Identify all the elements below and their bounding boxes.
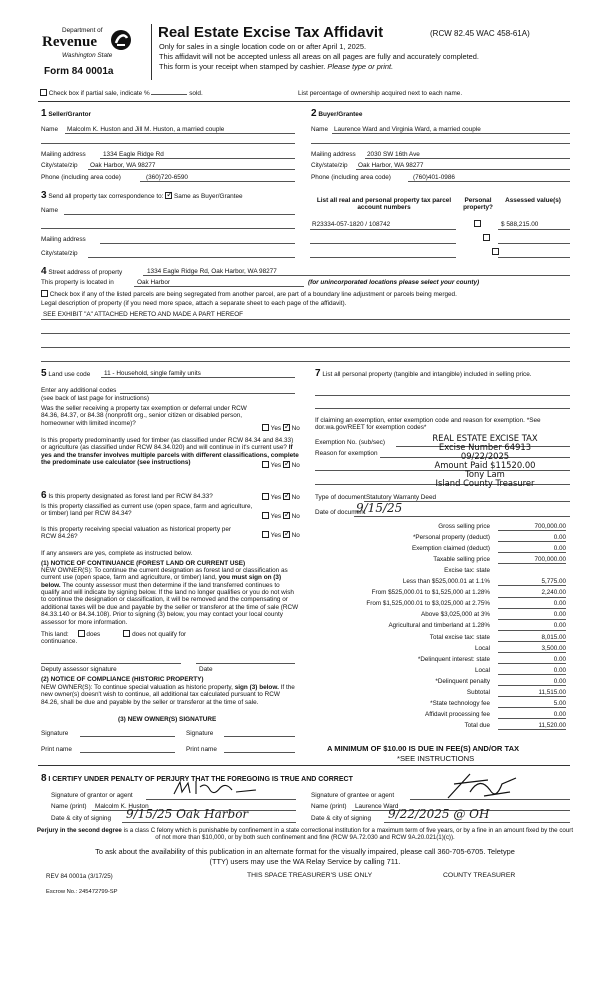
tax-row-value[interactable]: 8,015.00 [498, 634, 566, 642]
partial-sale-checkbox[interactable] [40, 89, 47, 96]
tax-row [314, 699, 570, 710]
q6-2-yes-checkbox[interactable] [262, 512, 269, 519]
tax-row [314, 710, 570, 721]
owner-print-label-1: Print name [41, 746, 72, 753]
stamp-line3: 09/22/2025 [460, 451, 510, 462]
tax-row [314, 621, 570, 632]
q1-yes-checkbox[interactable] [262, 424, 269, 431]
property-located[interactable]: Oak Harbor [137, 279, 171, 286]
certify-row: 8 I CERTIFY UNDER PENALTY OF PERJURY THAT THE FOREGOING IS TRUE AND CORRECT [41, 773, 353, 784]
q1-no-checkbox[interactable] [283, 424, 290, 431]
owner-sig-label-1: Signature [41, 730, 69, 737]
tax-row [314, 588, 570, 599]
tax-row-label: Affidavit processing fee [425, 710, 490, 718]
county-treasurer-label: COUNTY TREASURER [443, 872, 516, 879]
new-owner-sig-title: (3) NEW OWNER(S) SIGNATURE [118, 716, 217, 723]
land-use-row: 5 Land use code [41, 368, 91, 379]
additional-codes-label: Enter any additional codes [41, 387, 117, 394]
header-note1: Only for sales in a single location code on or after April 1, 2025. [159, 42, 367, 51]
q2-yes-no: Yes ✓ No [262, 461, 300, 469]
q6-1-no-checkbox[interactable] [283, 493, 290, 500]
tax-row-label: Above $3,025,000 at 3% [421, 611, 490, 619]
escrow-number: Escrow No.: 245472799-SP [46, 889, 118, 895]
notice1-text: NEW OWNER(S): To continue the current designation as forest land or classification as current use (open space, farm and agriculture, or timber) land, you must sign on (3) below. The county assessor must then determine if the land transferred continues to qualify and will indicate by signing below. If the land no longer qualifies or you do not wish to continue the designation or classification, it will be removed and the compensating or additional taxes will be due and payable by the seller or transferor at the time of sale (RCW 84.33.140 or 84.34.108). Prior to signing (3) below, you may contact your local county assessor for more information. [41, 567, 299, 626]
accessibility-line2: (TTY) users may use the WA Relay Service by calling 711. [209, 857, 401, 866]
tax-row-label: Total excise tax: state [429, 633, 490, 641]
buyer-mail-label: Mailing address [311, 151, 356, 158]
tax-row-label: From $1,525,000.01 to $3,025,000 at 2.75% [366, 600, 490, 608]
tax-row-value[interactable]: 5.00 [498, 700, 566, 708]
tax-row [314, 610, 570, 621]
q1-yes-no: Yes ✓ No [262, 424, 300, 432]
header-note3: This form is your receipt when stamped by cashier. Please type or print. [159, 62, 394, 71]
tax-row-value[interactable]: 0.00 [498, 600, 566, 608]
seller-phone[interactable]: (360)720-6590 [146, 174, 188, 181]
tax-row-value[interactable]: 11,515.00 [498, 689, 566, 697]
tax-row-label: Agricultural and timberland at 1.28% [388, 622, 490, 630]
tax-row-value[interactable]: 5,775.00 [498, 578, 566, 586]
form-title: Real Estate Excise Tax Affidavit [158, 24, 384, 41]
tax-row-label: Excise tax: state [444, 567, 490, 575]
section3-heading: 3 Send all property tax correspondence to: ✓ Same as Buyer/Grantee [41, 190, 243, 202]
grantee-name-label: Name (print) [311, 803, 347, 810]
continuance-label: continuance. [41, 638, 78, 645]
tax-row-label: *State technology fee [430, 699, 490, 707]
tax-row-value[interactable]: 0.00 [498, 534, 566, 542]
q6-2-no-checkbox[interactable] [283, 512, 290, 519]
accessibility-line1: To ask about the availability of this publication in an alternate format for the visually impaired, please call 360-705-6705. Teletype [95, 847, 515, 856]
tax-row [314, 644, 570, 655]
tax-row-value[interactable]: 0.00 [498, 711, 566, 719]
form-rcw: (RCW 82.45 WAC 458-61A) [430, 29, 530, 38]
section4-street-row: 4 Street address of property [41, 266, 123, 277]
land-use-code[interactable]: 11 - Household, single family units [104, 370, 201, 377]
grantee-date-city[interactable]: 9/22/2025 @ OH [388, 807, 490, 821]
property-street[interactable]: 1334 Eagle Ridge Rd, Oak Harbor, WA 98277 [147, 268, 277, 275]
stamp-line6: Island County Treasurer [435, 478, 535, 489]
tax-row-value[interactable]: 0.00 [498, 611, 566, 619]
dept-state: Washington State [62, 52, 113, 59]
seller-mail-label: Mailing address [41, 151, 86, 158]
q6-3-no-checkbox[interactable] [283, 531, 290, 538]
doc-type[interactable]: Statutory Warranty Deed [366, 494, 437, 501]
dept-logo-icon [110, 29, 132, 51]
legal-description[interactable]: SEE EXHIBIT "A" ATTACHED HERETO AND MADE A PART HEREOF [43, 311, 244, 318]
buyer-name-label: Name [311, 126, 329, 133]
dor-logo [40, 26, 150, 80]
tax-row-value[interactable]: 11,520.00 [498, 722, 566, 730]
grantor-sig-label: Signature of grantor or agent [51, 792, 133, 799]
q6-3-yes-no: Yes ✓ No [262, 531, 300, 539]
notice2-title: (2) NOTICE OF COMPLIANCE (HISTORIC PROPERTY) [41, 676, 204, 683]
tax-row [314, 721, 570, 732]
tax-row-value[interactable]: 700,000.00 [498, 556, 566, 564]
section7-text: 7 List all personal property (tangible and intangible) included in selling price. [315, 368, 532, 379]
exemption-instructions: If claiming an exemption, enter exemption code and reason for exemption. *See dor.wa.gov/REET for exemption codes* [315, 417, 541, 432]
tax-row [314, 633, 570, 644]
tax-row-label: Exemption claimed (deduct) [411, 545, 490, 553]
section3-name-label: Name [41, 207, 59, 214]
perjury-notice: Perjury in the second degree is a class C felony which is punishable by confinement in a state correctional institution for a maximum term of five years, or by a fine in an amount fixed by the court of not more than $10,000, or by both such confinement and fine (RCW 9A.72.030 and RCW 9A.20.021(1)(c)). [36, 827, 574, 842]
form-number: Form 84 0001a [44, 66, 114, 77]
tax-row-value[interactable]: 3,500.00 [498, 645, 566, 653]
tax-row [314, 555, 570, 566]
notice2-text: NEW OWNER(S): To continue special valuation as historic property, sign (3) below. If the new owner(s) doesn't wish to continue, all additional tax calculated pursuant to RCW 84.26, shall be due and payable by the seller or transferor at the time of sale. [41, 684, 295, 706]
doc-date-label: Date of document [315, 509, 366, 516]
same-as-buyer-checkbox[interactable] [165, 192, 172, 199]
stamp-line1: REAL ESTATE EXCISE TAX [432, 433, 538, 443]
seller-city-label: City/state/zip [41, 162, 78, 169]
tax-row-label: Total due [464, 721, 490, 729]
tax-row-label: *Personal property (deduct) [412, 534, 490, 542]
tax-row-value[interactable]: 0.00 [498, 678, 566, 686]
legal-desc-label: Legal description of property (if you need more space, attach a separate sheet to each page of the affidavit). [41, 300, 347, 307]
deputy-sig-label: Deputy assessor signature [41, 666, 117, 673]
minimum-due-note: A MINIMUM OF $10.00 IS DUE IN FEE(S) AND/OR TAX [327, 744, 520, 753]
buyer-phone[interactable]: (760)401-0986 [413, 174, 455, 181]
tax-row [314, 666, 570, 677]
seller-mail[interactable]: 1334 Eagle Ridge Rd [103, 151, 164, 158]
personal-checkbox-3[interactable] [492, 248, 499, 255]
tax-row-label: *Delinquent penalty [435, 677, 490, 685]
owner-sig-label-2: Signature [186, 730, 214, 737]
segregated-checkbox[interactable] [41, 290, 48, 297]
buyer-phone-label: Phone (including area code) [311, 174, 391, 181]
seller-name-label: Name [41, 126, 59, 133]
seller-heading: 1 Seller/Grantor [41, 108, 91, 119]
dept-revenue: Revenue [42, 34, 97, 50]
tax-row-label: From $525,000.01 to $1,525,000 at 1.28% [371, 589, 490, 597]
q-historical: Is this property receiving special valuation as historical property per RCW 84.26? [41, 526, 232, 541]
deputy-date-label: Date [199, 666, 213, 673]
assessed-col-header: Assessed value(s) [505, 197, 561, 204]
grantor-name-label: Name (print) [51, 803, 87, 810]
see-back-label: (see back of last page for instructions) [41, 395, 149, 402]
tax-row-value[interactable]: 2,240.00 [498, 589, 566, 597]
segregated-row: Check box if any of the listed parcels are being segregated from another parcel, are part of a boundary line adjustment or parcels being merged. [41, 290, 571, 298]
tax-row [314, 544, 570, 555]
tax-row [314, 522, 570, 533]
located-label: This property is located in [41, 279, 114, 286]
seller-city[interactable]: Oak Harbor, WA 98277 [90, 162, 156, 169]
tax-row-value[interactable]: 0.00 [498, 622, 566, 630]
this-land-row: This land: does does not qualify for [41, 631, 187, 638]
rev-number: REV 84 0001a (3/17/25) [46, 873, 113, 880]
tax-row-value[interactable]: 0.00 [498, 545, 566, 553]
stamp-line5: Tony Lam [465, 469, 505, 480]
treasurer-use-only: THIS SPACE TREASURER'S USE ONLY [247, 872, 373, 879]
grantee-sig-label: Signature of grantee or agent [311, 792, 395, 799]
assessed-value[interactable]: $ 588,215.00 [501, 221, 539, 228]
doc-date[interactable]: 9/15/25 [356, 501, 403, 515]
q6-2-yes-no: Yes ✓ No [262, 512, 300, 520]
dept-line1: Department of [62, 27, 103, 34]
q6-1-yes-no: Yes ✓ No [262, 493, 300, 501]
tax-row-label: *Delinquent interest: state [417, 655, 490, 663]
tax-row [314, 533, 570, 544]
stamp-line2: Excise Number 64913 [438, 442, 532, 453]
tax-row-label: Local [474, 666, 490, 674]
seller-name[interactable]: Malcolm K. Huston and Jill M. Huston, a married couple [67, 126, 225, 133]
buyer-mail[interactable]: 2030 SW 16th Ave [367, 151, 420, 158]
owner-print-label-2: Print name [186, 746, 217, 753]
buyer-city[interactable]: Oak Harbor, WA 98277 [358, 162, 424, 169]
q2-yes-checkbox[interactable] [262, 461, 269, 468]
reason-label: Reason for exemption [315, 450, 378, 457]
section3-city-label: City/state/zip [41, 250, 78, 257]
tax-row-label: Gross selling price [438, 523, 490, 530]
personal-checkbox-2[interactable] [483, 234, 490, 241]
grantor-signature[interactable] [170, 778, 260, 800]
parcel-col-header: List all real and personal property tax parcel account numbers [316, 197, 452, 212]
q-timber-agriculture: Is this property predominantly used for timber (as classified under RCW 84.34 and 84.33) or agriculture (as classified under RCW 84.34.020) and will continue in it's current use? If yes and the transfer involves multiple parcels with different classifications, complete the predominate use calculator (see instructions) [41, 437, 299, 467]
exemption-no-label: Exemption No. (sub/sec) [315, 439, 385, 446]
grantor-date-label: Date & city of signing [51, 815, 112, 822]
header-note2: This affidavit will not be accepted unless all areas on all pages are fully and accurately completed. [159, 52, 479, 61]
grantor-name[interactable]: Malcolm K. Huston [95, 803, 149, 810]
q-forest-land: 6 Is this property designated as forest land per RCW 84.33? [41, 490, 213, 501]
q-current-use: Is this property classified as current use (open space, farm and agriculture, or timber) land per RCW 84.34? [41, 503, 253, 518]
parcel-number[interactable]: R23334-057-1820 / 108742 [312, 221, 391, 228]
personal-checkbox-1[interactable] [474, 220, 481, 227]
tax-row [314, 688, 570, 699]
q2-no-checkbox[interactable] [283, 461, 290, 468]
q-exemption-deferral: Was the seller receiving a property tax exemption or deferral under RCW 84.36, 84.37, or 84.38 (nonprofit org., senior citizen or disabled person, homeowner with limited income)? [41, 405, 247, 427]
ownership-note: List percentage of ownership acquired next to each name. [298, 90, 463, 97]
grantor-date-city[interactable]: 9/15/25 Oak Harbor [126, 807, 249, 821]
tax-row [314, 677, 570, 688]
personal-col-header: Personal property? [463, 197, 493, 212]
land-does-checkbox[interactable] [78, 630, 85, 637]
stamp-line4: Amount Paid $11520.00 [434, 460, 536, 471]
notice1-title: (1) NOTICE OF CONTINUANCE (FOREST LAND OR CURRENT USE) [41, 560, 246, 567]
if-yes-note: If any answers are yes, complete as instructed below. [41, 550, 193, 557]
buyer-name[interactable]: Laurence Ward and Virginia Ward, a married couple [334, 126, 481, 133]
tax-row [314, 566, 570, 577]
land-does-not-checkbox[interactable] [123, 630, 130, 637]
tax-row-value[interactable]: 700,000.00 [498, 523, 566, 531]
tax-row-value[interactable]: 0.00 [498, 656, 566, 664]
located-note: (for unincorporated locations please select your county) [308, 279, 480, 286]
grantee-name[interactable]: Laurence Ward [355, 803, 399, 810]
tax-row-value[interactable]: 0.00 [498, 667, 566, 675]
tax-row-label: Less than $525,000.01 at 1.1% [402, 578, 490, 586]
treasurer-stamp [410, 434, 560, 488]
doc-type-label: Type of document [315, 494, 366, 501]
tax-row-label: Taxable selling price [433, 556, 490, 564]
tax-row-label: Subtotal [466, 688, 490, 696]
tax-row [314, 655, 570, 666]
tax-row-label: Local [474, 644, 490, 652]
tax-row [314, 599, 570, 610]
buyer-heading: 2 Buyer/Grantee [311, 108, 363, 119]
partial-sale-row: Check box if partial sale, indicate % sold. [40, 89, 203, 97]
section3-mail-label: Mailing address [41, 236, 86, 243]
see-instructions: *SEE INSTRUCTIONS [397, 754, 475, 763]
q6-1-yes-checkbox[interactable] [262, 493, 269, 500]
q6-3-yes-checkbox[interactable] [262, 531, 269, 538]
grantee-date-label: Date & city of signing [311, 815, 372, 822]
seller-phone-label: Phone (including area code) [41, 174, 121, 181]
buyer-city-label: City/state/zip [311, 162, 348, 169]
tax-row [314, 577, 570, 588]
